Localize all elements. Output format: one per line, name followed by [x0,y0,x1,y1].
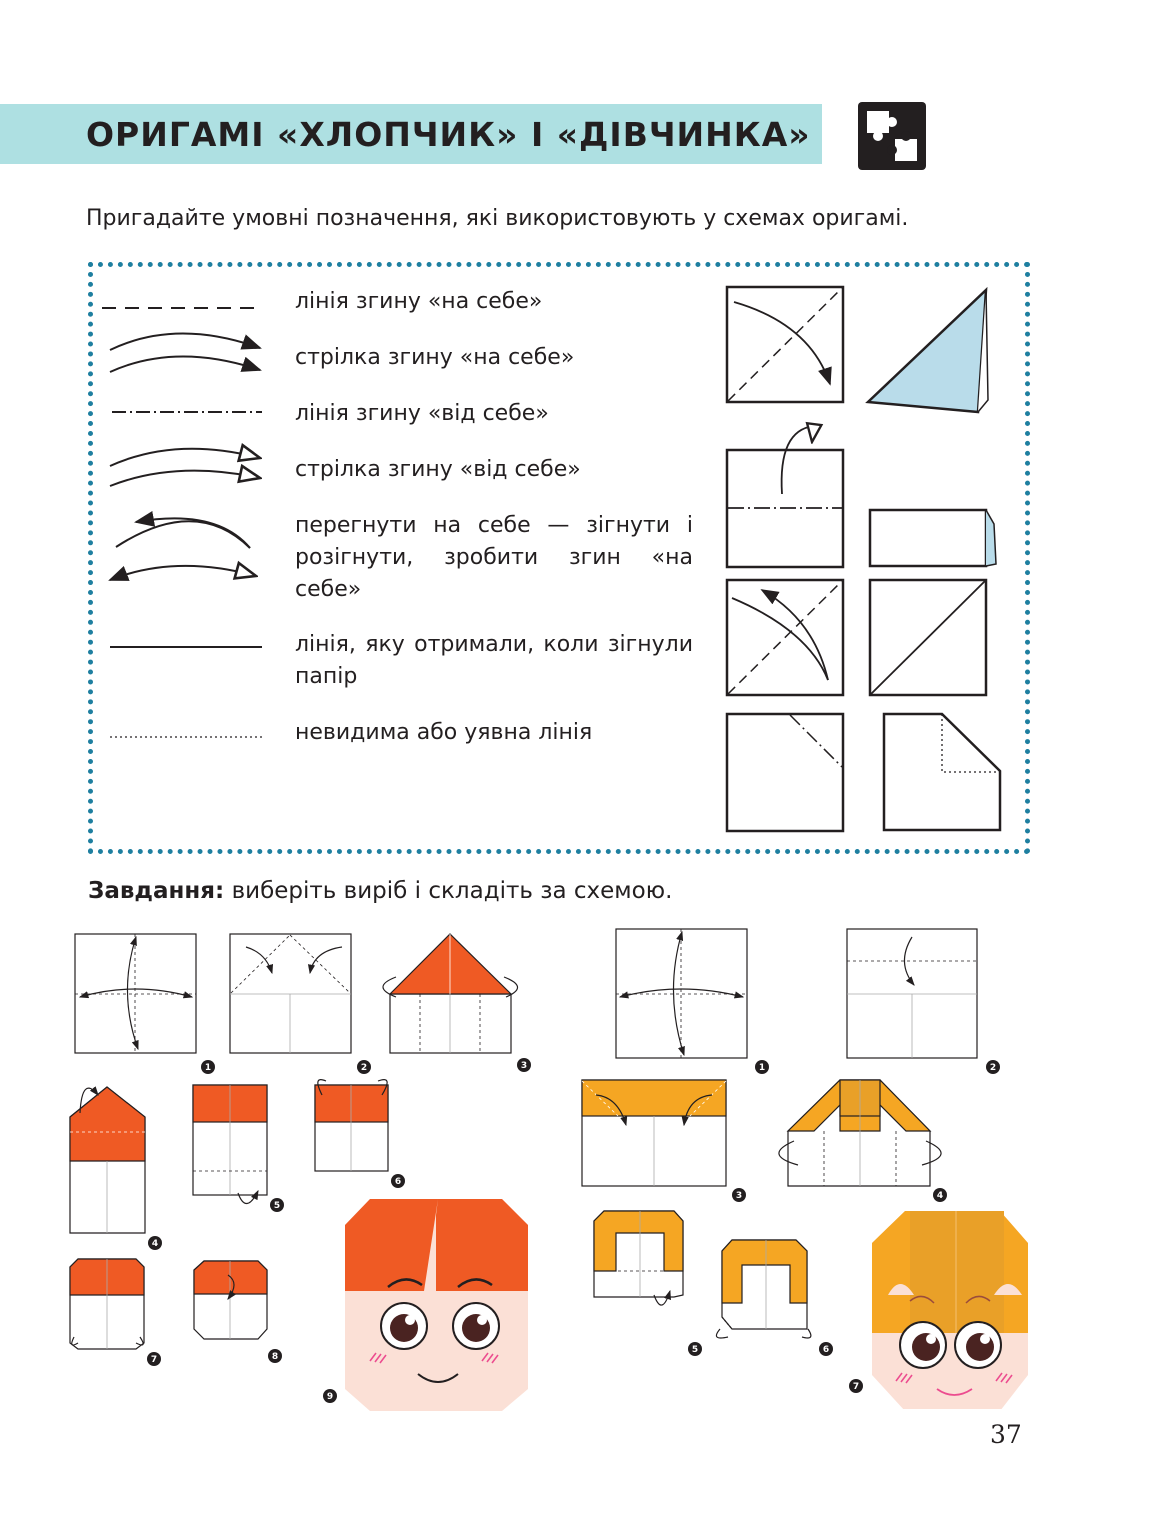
fold-unfold-arrow-icon [110,518,256,580]
boy-step-5: 5 [273,1201,281,1211]
page-title: ОРИГАМІ «ХЛОПЧИК» І «ДІВЧИНКА» [86,115,811,154]
boy-origami-diagram [60,925,540,1415]
boy-step-9: 9 [326,1392,334,1402]
boy-step-6: 6 [394,1177,402,1187]
puzzle-icon [858,102,926,170]
legend-text-7: невидима або уявна лінія [295,720,593,745]
task-text [88,874,672,908]
task-label: Завдання: [88,878,225,904]
page-number: 37 [990,1420,1022,1449]
girl-step-3: 3 [735,1191,743,1201]
boy-step-7: 7 [150,1355,158,1365]
intro-text: Пригадайте умовні позначення, які використовують у схемах оригамі. [86,206,909,231]
legend-text-3: лінія згину «від себе» [295,401,549,426]
girl-step-6: 6 [822,1345,830,1355]
girl-origami-diagram [570,925,1030,1415]
girl-step-2: 2 [989,1063,997,1073]
task-instruction: виберіть виріб і складіть за схемою. [224,878,673,904]
mountain-fold-arrow-icon [110,449,260,486]
legend-text-2: стрілка згину «на себе» [295,345,575,370]
boy-step-3: 3 [520,1061,528,1071]
girl-step-5: 5 [691,1345,699,1355]
boy-step-8: 8 [271,1352,279,1362]
boy-step-2: 2 [360,1063,368,1073]
legend-symbols [96,280,276,760]
legend-example-diagrams [720,280,1010,840]
boy-step-1: 1 [204,1063,212,1073]
legend-text-4: стрілка згину «від себе» [295,457,581,482]
girl-step-7: 7 [852,1382,860,1392]
girl-step-4: 4 [936,1191,944,1201]
girl-step-1: 1 [758,1063,766,1073]
legend-text-1: лінія згину «на себе» [295,289,543,314]
boy-step-4: 4 [151,1239,159,1249]
legend-text-5: перегнути на себе — зігнути і розігнути, зробити згин «на себе» [295,513,693,602]
valley-fold-arrow-icon [110,333,260,372]
legend-text-6: лінія, яку отримали, коли зігнули папір [295,632,693,689]
